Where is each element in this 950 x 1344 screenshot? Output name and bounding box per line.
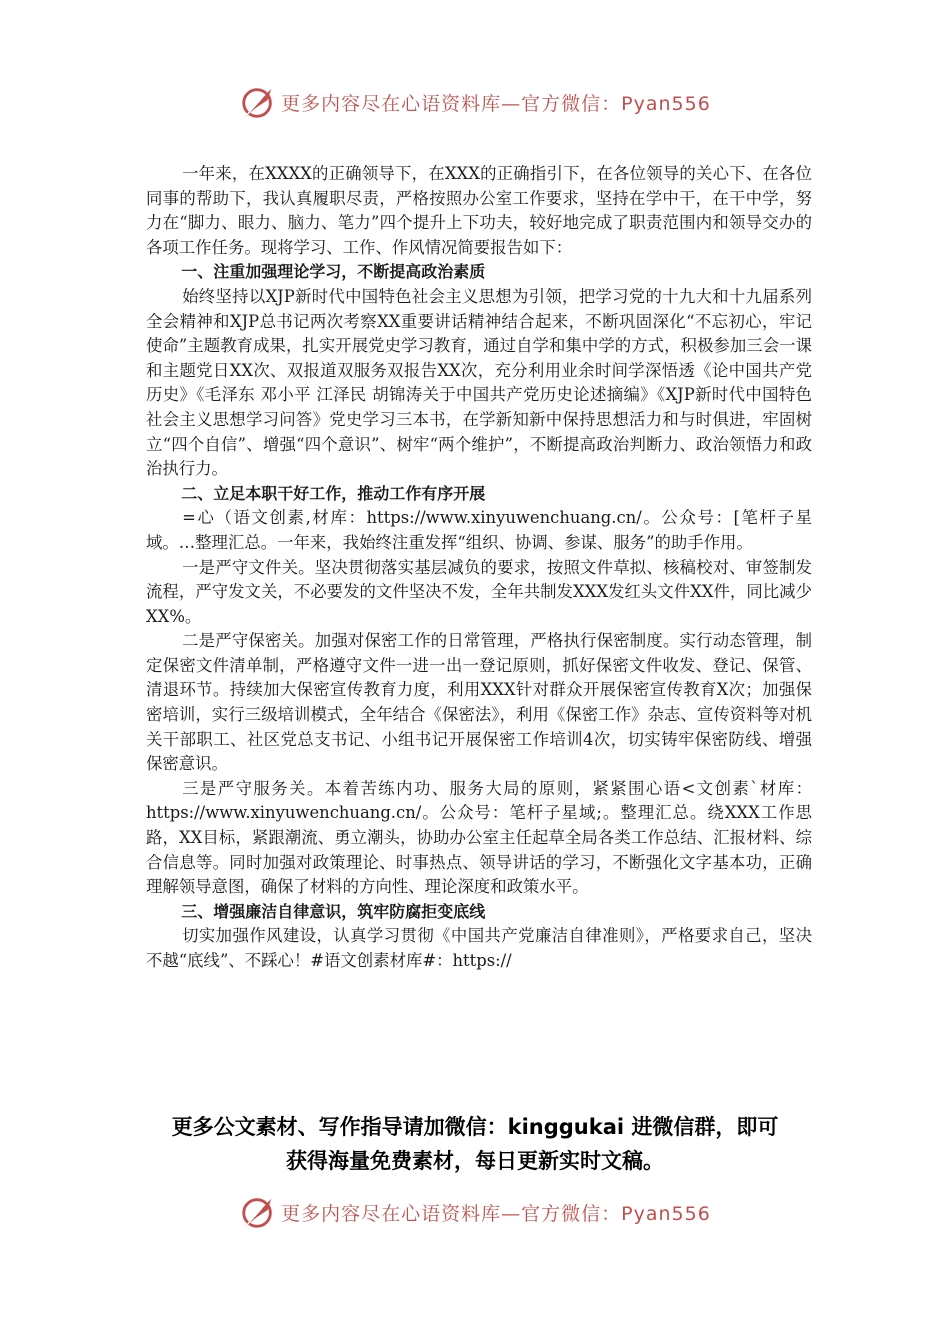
banner-text: 更多内容尽在心语资料库—官方微信：Pyan556 [281,1202,711,1225]
footer-banner [0,1192,950,1232]
intro-paragraph: 一年来，在XXXX的正确领导下，在XXX的正确指引下，在各位领导的关心下、在各位同事的帮助下，我认真履职尽责，严格按照办公室工作要求，坚持在学中干，在干中学，努力在“脚力、眼力、脑力、笔力”四个提升上下功夫，较好地完成了职责范围内和领导交办的各项工作任务。现将学习、工作、作风情况简要报告如下： [146,164,812,257]
quill-logo-icon [239,1193,277,1231]
banner-wechat-id: Pyan556 [621,92,711,115]
banner-wechat-id: Pyan556 [621,1202,711,1225]
promo-notice [0,1110,950,1178]
paragraph: 三是严守服务关。本着苦练内功、服务大局的原则，紧紧围心语<文创素`材库：https://www.xinyuwenchuang.cn/。公众号：笔杆子星域;。整理汇总。绕XXX工作思路，XX目标，紧跟潮流、勇立潮头，协助办公室主任起草全局各类工作总结、汇报材料、综合信息等。同时加强对政策理论、时事热点、领导讲话的学习，不断强化文字基本功，正确理解领导意图，确保了材料的方向性、理论深度和政策水平。 [146,778,812,897]
section-heading-2: 二、立足本职干好工作，推动工作有序开展 [181,483,486,503]
paragraph: 一是严守文件关。坚决贯彻落实基层减负的要求，按照文件草拟、核稿校对、审签制发流程，严守发文关，不必要发的文件坚决不发，全年共制发XXX发红头文件XX件，同比减少XX%。 [146,557,812,626]
header-banner [0,82,950,122]
section-heading-3: 三、增强廉洁自律意识，筑牢防腐拒变底线 [181,901,486,921]
paragraph: 切实加强作风建设，认真学习贯彻《中国共产党廉洁自律准则》，严格要求自己，坚决不越“底线”、不踩心！#语文创素材库#：https:// [146,926,812,970]
promo-line-2: 获得海量免费素材，每日更新实时文稿。 [286,1149,664,1173]
paragraph: 始终坚持以XJP新时代中国特色社会主义思想为引领，把学习党的十九大和十九届系列全会精神和XJP总书记两次考察XX重要讲话精神结合起来，不断巩固深化“不忘初心，牢记使命”主题教育成果，扎实开展党史学习教育，通过自学和集中学的方式，积极参加三会一课和主题党日XX次、双报道双服务双报告XX次，充分利用业余时间学深悟透《论中国共产党历史》《毛泽东 邓小平 江泽民 胡锦涛关于中国共产党历史论述摘编》《XJP新时代中国特色社会主义思想学习问答》党史学习三本书，在学新知新中保持思想活力和与时俱进，牢固树立“四个自信”、增强“四个意识”、树牢“两个维护”，不断提高政治判断力、政治领悟力和政治执行力。 [146,286,812,479]
promo-line-1: 更多公文素材、写作指导请加微信：kinggukai 进微信群，即可 [171,1115,779,1139]
banner-text: 更多内容尽在心语资料库—官方微信：Pyan556 [281,92,711,115]
section-heading-1: 一、注重加强理论学习，不断提高政治素质 [181,262,486,282]
quill-logo-icon [239,83,277,121]
paragraph: 二是严守保密关。加强对保密工作的日常管理，严格执行保密制度。实行动态管理，制定保密文件清单制，严格遵守文件一进一出一登记原则，抓好保密文件收发、登记、保管、清退环节。持续加大保密宣传教育力度，利用XXX针对群众开展保密宣传教育X次；加强保密培训，实行三级培训模式，全年结合《保密法》，利用《保密工作》杂志、宣传资料等对机关干部职工、社区党总支书记、小组书记开展保密工作培训4次，切实铸牢保密防线、增强保密意识。 [146,631,812,774]
document-body [146,162,812,974]
paragraph: =心（语文创素,材库：https://www.xinyuwenchuang.cn/。公众号：[笔杆子星域。…整理汇总。一年来，我始终注重发挥“组织、协调、参谋、服务”的助手作用。 [146,508,812,552]
